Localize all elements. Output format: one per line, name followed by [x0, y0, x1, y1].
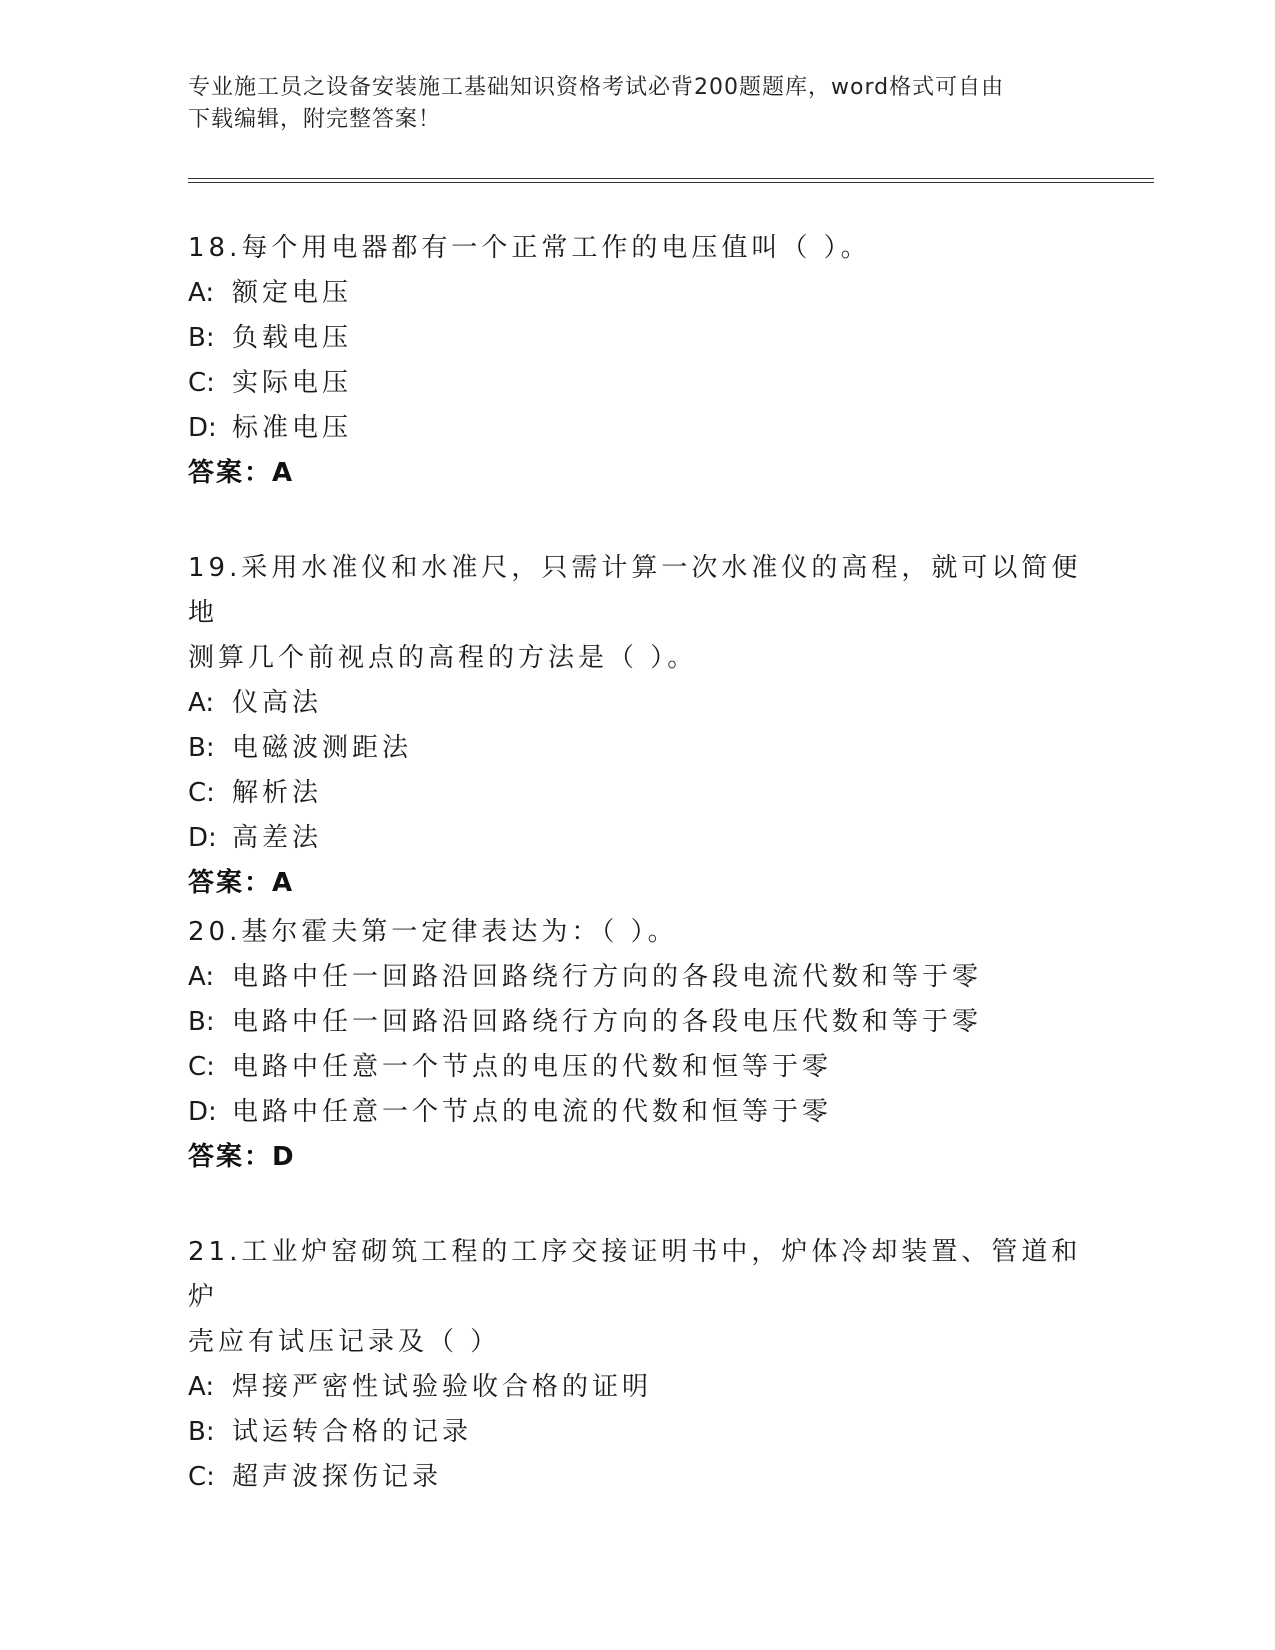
- option-letter: D:: [188, 1097, 217, 1127]
- option-a: [188, 271, 1088, 316]
- option-text: 标准电压: [232, 413, 353, 443]
- answer: 答案：A: [188, 458, 295, 488]
- option-b: [188, 726, 1088, 771]
- option-letter: C:: [188, 1052, 215, 1082]
- option-text: 电路中任意一个节点的电压的代数和恒等于零: [232, 1052, 833, 1082]
- option-letter: B:: [188, 323, 215, 353]
- option-letter: D:: [188, 823, 217, 853]
- option-text: 电路中任一回路沿回路绕行方向的各段电流代数和等于零: [232, 962, 983, 992]
- option-d: [188, 1090, 1088, 1135]
- option-text: 试运转合格的记录: [232, 1417, 473, 1447]
- option-letter: C:: [188, 778, 215, 808]
- question-20: [188, 910, 1088, 1180]
- question-stem: 19.采用水准仪和水准尺，只需计算一次水准仪的高程，就可以简便地: [188, 553, 1082, 628]
- option-a: [188, 681, 1088, 726]
- option-letter: C:: [188, 368, 215, 398]
- option-c: [188, 1045, 1088, 1090]
- option-c: [188, 771, 1088, 816]
- option-text: 仪高法: [232, 688, 323, 718]
- option-text: 电路中任一回路沿回路绕行方向的各段电压代数和等于零: [232, 1007, 983, 1037]
- option-letter: B:: [188, 733, 215, 763]
- question-19: [188, 546, 1088, 906]
- header-line-2: 下载编辑，附完整答案！: [188, 107, 442, 132]
- option-text: 焊接严密性试验验收合格的证明: [232, 1372, 653, 1402]
- option-letter: A:: [188, 1372, 215, 1402]
- option-text: 电路中任意一个节点的电流的代数和恒等于零: [232, 1097, 833, 1127]
- option-c: [188, 1455, 1088, 1500]
- option-letter: D:: [188, 413, 217, 443]
- option-b: [188, 1410, 1088, 1455]
- option-text: 实际电压: [232, 368, 353, 398]
- option-letter: C:: [188, 1462, 215, 1492]
- option-text: 解析法: [232, 778, 323, 808]
- option-text: 超声波探伤记录: [232, 1462, 443, 1492]
- option-d: [188, 406, 1088, 451]
- header-divider: [188, 178, 1154, 183]
- question-stem: 20.基尔霍夫第一定律表达为：（ ）。: [188, 917, 678, 947]
- header-line-1: 专业施工员之设备安装施工基础知识资格考试必背200题题库，word格式可自由: [188, 75, 1005, 100]
- question-stem: 18.每个用电器都有一个正常工作的电压值叫（ ）。: [188, 233, 871, 263]
- question-stem-continued: 壳应有试压记录及（ ）: [188, 1327, 501, 1357]
- option-text: 额定电压: [232, 278, 353, 308]
- option-b: [188, 1000, 1088, 1045]
- option-d: [188, 816, 1088, 861]
- option-text: 负载电压: [232, 323, 353, 353]
- question-stem-continued: 测算几个前视点的高程的方法是（ ）。: [188, 643, 698, 673]
- question-stem: 21.工业炉窑砌筑工程的工序交接证明书中，炉体冷却装置、管道和炉: [188, 1237, 1082, 1312]
- answer: 答案：A: [188, 868, 295, 898]
- question-21: [188, 1230, 1088, 1500]
- option-letter: A:: [188, 688, 215, 718]
- option-text: 高差法: [232, 823, 323, 853]
- option-b: [188, 316, 1088, 361]
- question-18: [188, 226, 1088, 496]
- option-text: 电磁波测距法: [232, 733, 413, 763]
- option-letter: B:: [188, 1007, 215, 1037]
- answer: 答案：D: [188, 1142, 296, 1172]
- document-header: [188, 72, 1088, 136]
- option-a: [188, 955, 1088, 1000]
- option-letter: B:: [188, 1417, 215, 1447]
- option-a: [188, 1365, 1088, 1410]
- option-letter: A:: [188, 962, 215, 992]
- option-letter: A:: [188, 278, 215, 308]
- option-c: [188, 361, 1088, 406]
